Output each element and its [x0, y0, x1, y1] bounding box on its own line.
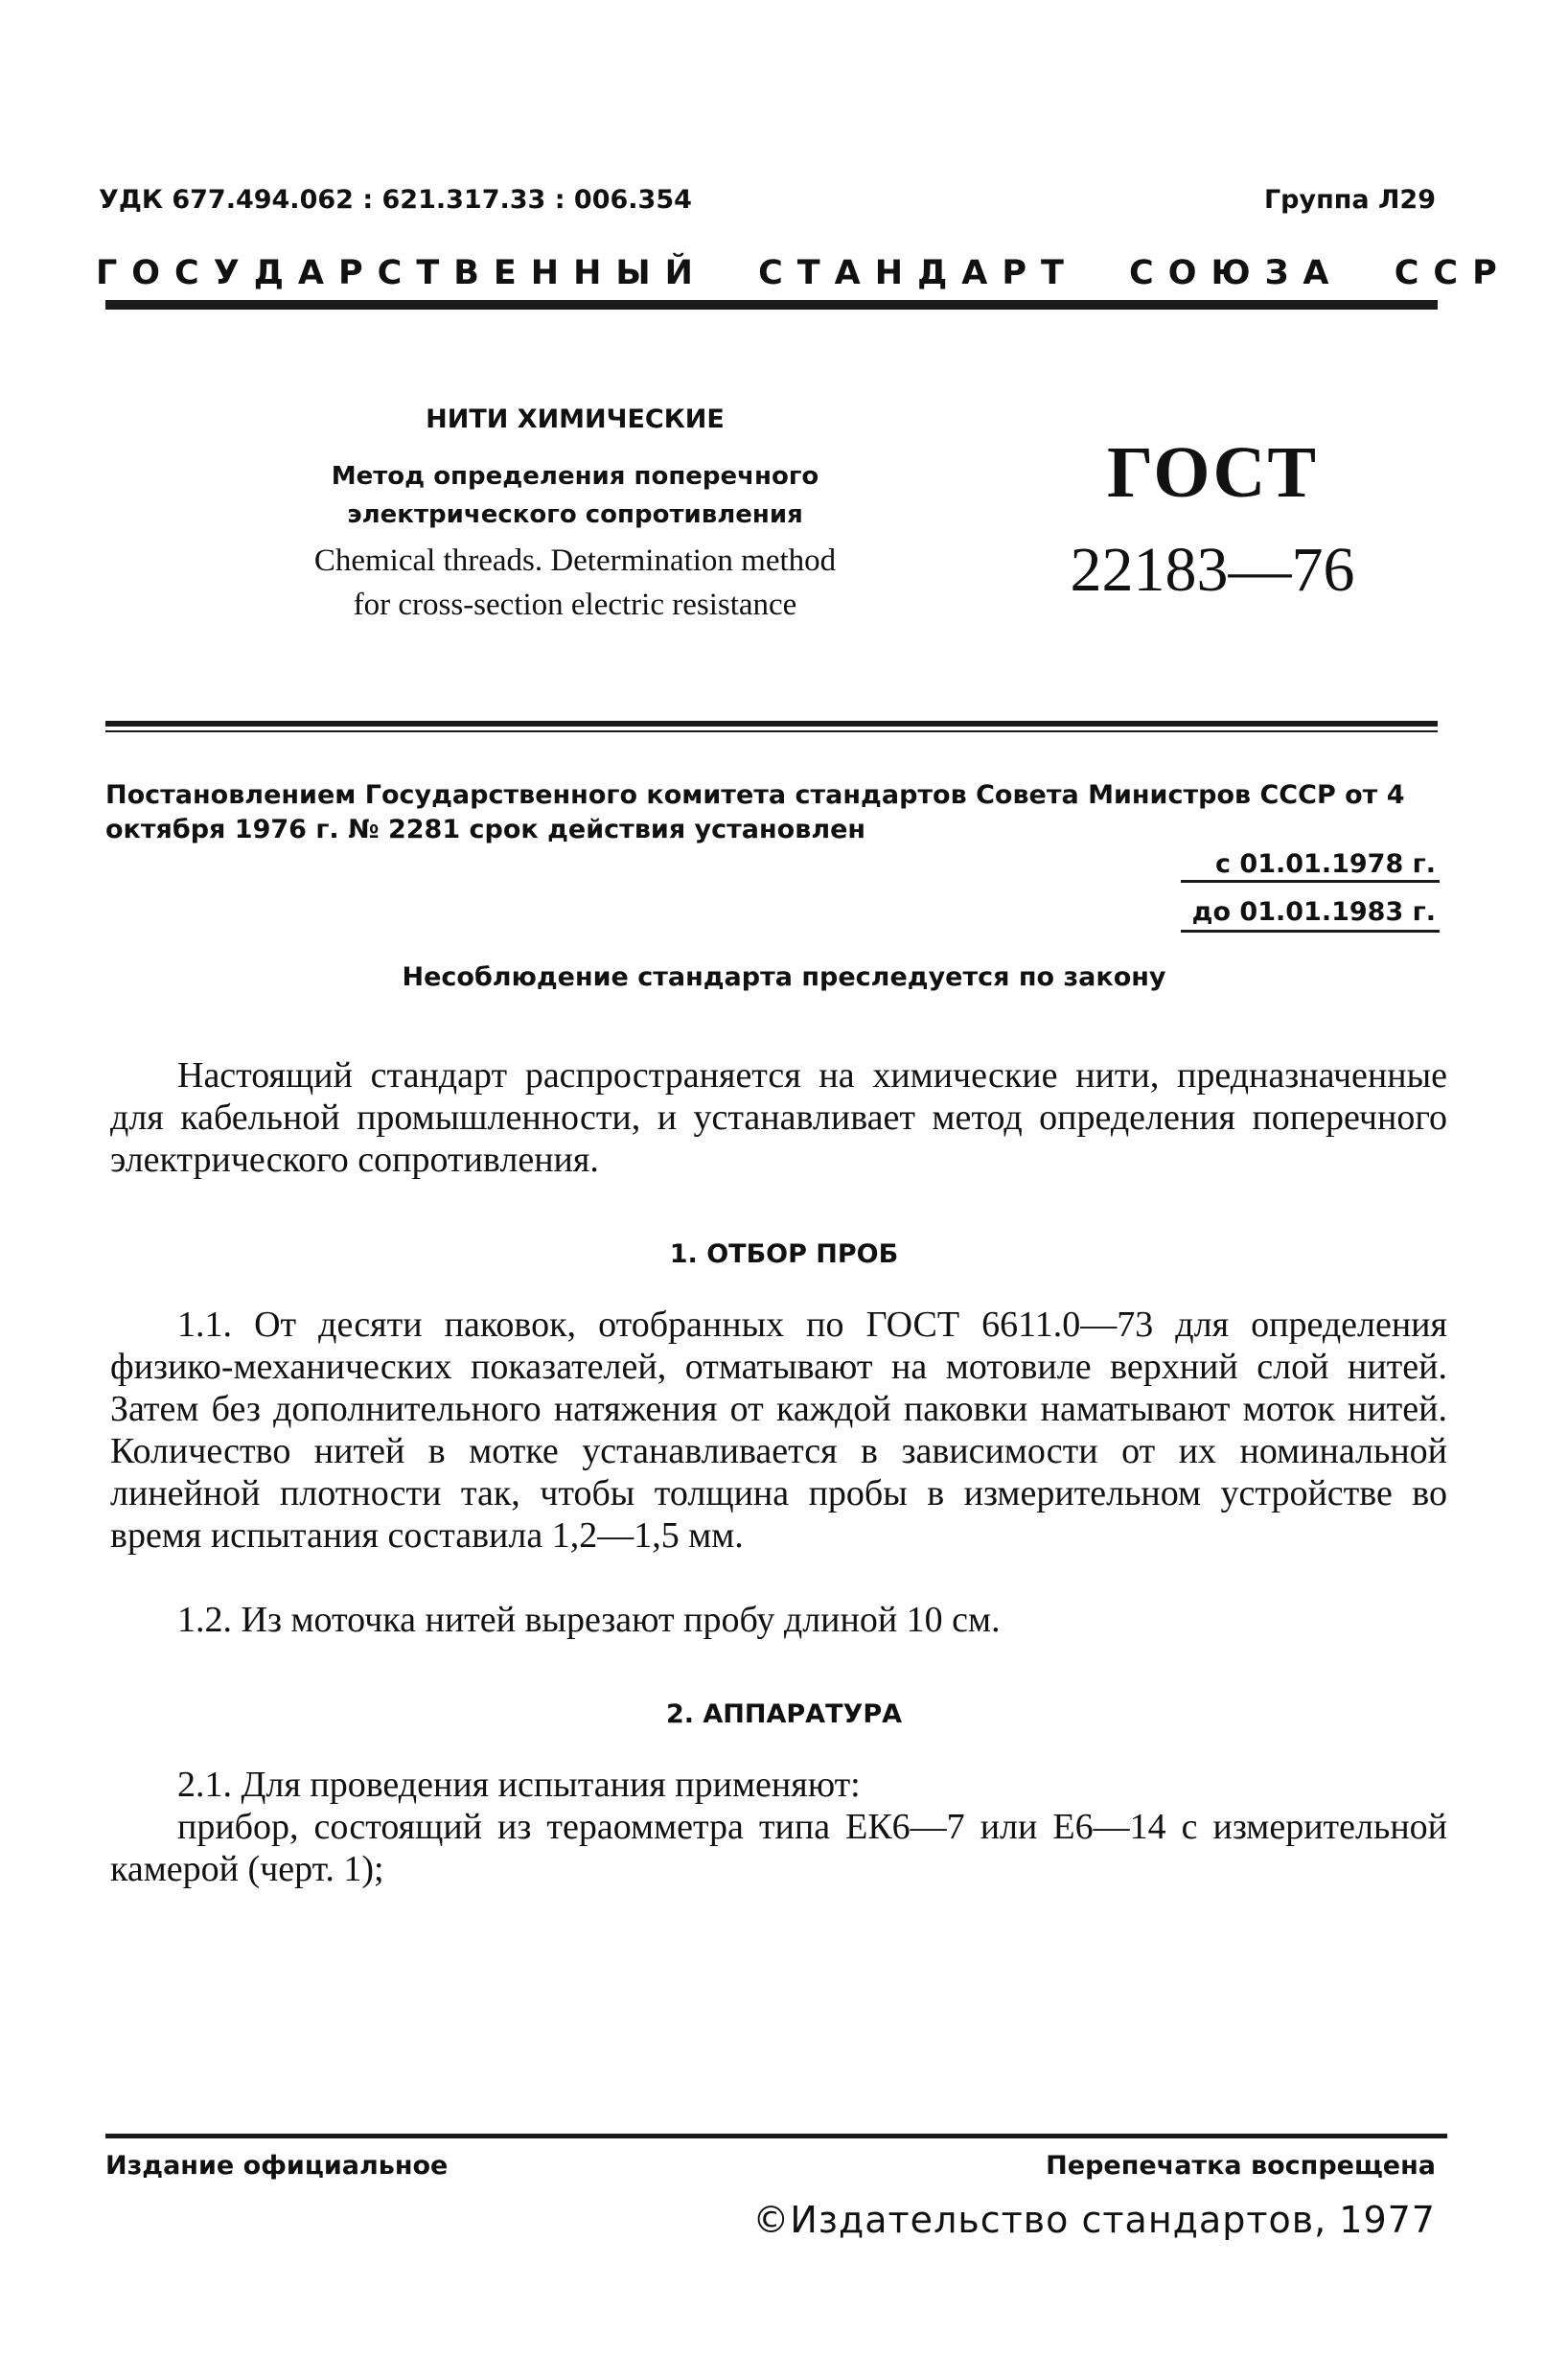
subtitle-line-2: электрического сопротивления [347, 500, 803, 529]
state-word-1: ГОСУДАРСТВЕННЫЙ [96, 254, 707, 292]
effective-from-date: с 01.01.1978 г. [1215, 849, 1436, 879]
paragraph-1-2: 1.2. Из моточка нитей вырезают пробу длиной 10 см. [177, 1600, 1001, 1640]
decree-text: Постановлением Государственного комитета стандартов Совета Министров СССР от 4 октября 1976 г. № 2281 срок действия установлен [105, 780, 1405, 844]
copyright-icon: © [752, 2199, 791, 2241]
violation-notice: Несоблюдение стандарта преследуется по закону [402, 962, 1166, 992]
state-word-3: СОЮЗА [1129, 254, 1344, 292]
edition-note: Издание официальное [105, 2151, 449, 2181]
state-word-4: ССР [1394, 254, 1511, 292]
section-2-heading: 2. АППАРАТУРА [665, 1699, 903, 1729]
document-title: НИТИ ХИМИЧЕСКИЕ [426, 404, 725, 434]
footer-rule [105, 2134, 1447, 2138]
title-block [192, 404, 958, 622]
gost-designation [1035, 431, 1390, 607]
paragraph-1-1: 1.1. От десяти паковок, отобранных по ГОСТ 6611.0—73 для определения физико-механических показателей, отматывают на мотовиле верхний слой нитей. Затем без дополнительного натяжения от каждой паковки наматывают моток нитей. Количество нитей в мотке устанавливается в зависимости от их номинальной линейной плотности так, чтобы толщина пробы в измерительном устройстве во время испытания составила 1,2—1,5 мм. [110, 1305, 1447, 1556]
publisher-name: Издательство стандартов, 1977 [790, 2199, 1436, 2241]
divider-thin [105, 730, 1438, 732]
state-standard-heading [96, 254, 1511, 292]
date-to-underline [1181, 930, 1440, 933]
reprint-note: Перепечатка воспрещена [1046, 2151, 1436, 2181]
english-title-line-2: for cross-section electric resistance [353, 588, 797, 622]
intro-paragraph: Настоящий стандарт распространяется на химические нити, предназначенные для кабельной промышленности, и устанавливает метод определения поперечного электрического сопротивления. [110, 1055, 1447, 1180]
date-from-underline [1181, 880, 1440, 883]
udk-code: УДК 677.494.062 : 621.317.33 : 006.354 [99, 185, 692, 215]
publisher-line [752, 2199, 1436, 2241]
gost-label: ГОСТ [1106, 432, 1319, 513]
subtitle-line-1: Метод определения поперечного [331, 462, 819, 491]
divider-thick [105, 721, 1438, 727]
english-title-line-1: Chemical threads. Determination method [313, 543, 837, 578]
effective-to-date: до 01.01.1983 г. [1191, 897, 1436, 927]
paragraph-2-1: 2.1. Для проведения испытания применяют: [177, 1765, 861, 1805]
group-code: Группа Л29 [1263, 185, 1436, 215]
section-1-heading: 1. ОТБОР ПРОБ [669, 1239, 899, 1269]
header-rule [105, 300, 1438, 310]
gost-number: 22183—76 [1070, 535, 1355, 605]
paragraph-2-1-item: прибор, состоящий из тераомметра типа ЕК6—7 или Е6—14 с измерительной камерой (черт. 1); [110, 1807, 1447, 1889]
state-word-2: СТАНДАРТ [758, 254, 1078, 292]
